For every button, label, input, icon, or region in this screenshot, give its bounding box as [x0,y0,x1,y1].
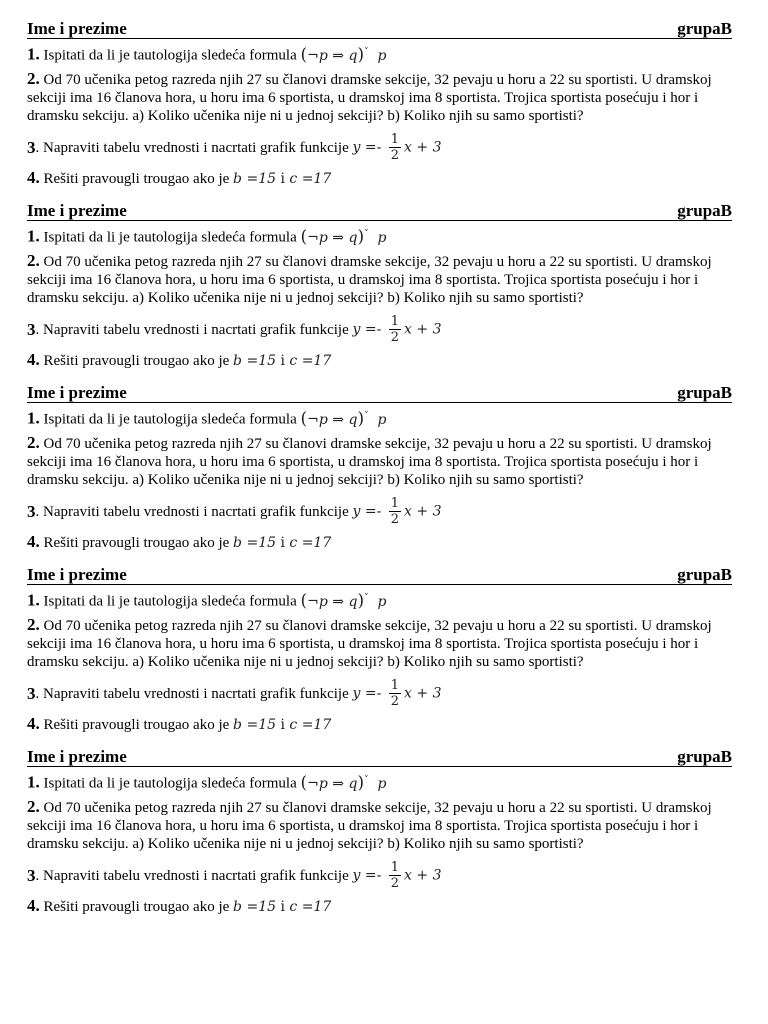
question-text: Od 70 učenika petog razreda njih 27 su članovi dramske sekcije, 32 pevaju u horu a 22 su sportisti. U dramskoj sekciji ima 16 članova hora, u horu ima 6 sportista, u dramskoj ima 8 sportista. Trojica sportista posećuju i hor i dramsku sekciju. a) Koliko učenika nije ni u jednoj sekciji? b) Koliko njih su samo sportisti? [27,799,712,852]
name-label: Ime i prezime [27,19,127,38]
question-number: 2. [27,796,40,816]
formula: y =- $\frac{1}{2}$ x + 3 [352,132,442,164]
question-number: 3 [27,501,36,521]
question-text: Rešiti pravougli trougao ako je [43,534,230,551]
question-4 [27,715,732,734]
question-text: . Napraviti tabelu vrednosti i nacrtati grafik funkcije [35,685,349,702]
question-3 [27,493,732,531]
question-4 [27,533,732,552]
question-number: 2. [27,250,40,270]
question-number: 2. [27,432,40,452]
question-number: 1. [27,44,40,64]
test-variant [27,748,732,930]
question-1 [27,771,732,793]
question-number: 4. [27,167,40,187]
question-number: 3 [27,683,36,703]
question-number: 4. [27,349,40,369]
name-label: Ime i prezime [27,565,127,584]
question-2 [27,434,732,489]
header-row [27,566,732,585]
question-number: 4. [27,713,40,733]
question-2 [27,252,732,307]
question-1 [27,407,732,429]
question-text: Od 70 učenika petog razreda njih 27 su članovi dramske sekcije, 32 pevaju u horu a 22 su sportisti. U dramskoj sekciji ima 16 članova hora, u horu ima 6 sportista, u dramskoj ima 8 sportista. Trojica sportista posećuju i hor i dramsku sekciju. a) Koliko učenika nije ni u jednoj sekciji? b) Koliko njih su samo sportisti? [27,253,712,306]
question-number: 3 [27,319,36,339]
fraction: $\frac{1}{2}$ [390,860,400,892]
name-label: Ime i prezime [27,747,127,766]
formula: y =- $\frac{1}{2}$ x + 3 [352,314,442,346]
question-text: . Napraviti tabelu vrednosti i nacrtati grafik funkcije [35,321,349,338]
question-number: 2. [27,614,40,634]
question-number: 1. [27,772,40,792]
question-text: Od 70 učenika petog razreda njih 27 su članovi dramske sekcije, 32 pevaju u horu a 22 su sportisti. U dramskoj sekciji ima 16 članova hora, u horu ima 6 sportista, u dramskoj ima 8 sportista. Trojica sportista posećuju i hor i dramsku sekciju. a) Koliko učenika nije ni u jednoj sekciji? b) Koliko njih su samo sportisti? [27,617,712,670]
question-text: Ispitati da li je tautologija sledeća formula [43,47,297,64]
header-row [27,748,732,767]
question-number: 2. [27,68,40,88]
question-number: 3 [27,137,36,157]
fraction: $\frac{1}{2}$ [390,132,400,164]
question-4 [27,897,732,916]
question-text: Rešiti pravougli trougao ako je [43,716,230,733]
question-3 [27,675,732,713]
question-1 [27,225,732,247]
test-variant [27,384,732,566]
question-number: 4. [27,531,40,551]
question-text: Ispitati da li je tautologija sledeća formula [43,229,297,246]
name-label: Ime i prezime [27,201,127,220]
formula: y =- $\frac{1}{2}$ x + 3 [352,678,442,710]
group-label: grupaB [677,19,732,38]
formula: (¬p ⇒ q)˅ p [300,590,387,611]
question-number: 3 [27,865,36,885]
fraction: $\frac{1}{2}$ [390,496,400,528]
formula: b =15 i c =17 [233,898,332,915]
question-1 [27,43,732,65]
question-text: . Napraviti tabelu vrednosti i nacrtati grafik funkcije [35,867,349,884]
question-text: Rešiti pravougli trougao ako je [43,898,230,915]
question-number: 4. [27,895,40,915]
header-row [27,20,732,39]
question-1 [27,589,732,611]
question-text: Ispitati da li je tautologija sledeća formula [43,411,297,428]
formula: b =15 i c =17 [233,170,332,187]
formula: b =15 i c =17 [233,534,332,551]
header-row [27,384,732,403]
name-label: Ime i prezime [27,383,127,402]
formula: y =- $\frac{1}{2}$ x + 3 [352,860,442,892]
group-label: grupaB [677,747,732,766]
question-text: . Napraviti tabelu vrednosti i nacrtati grafik funkcije [35,503,349,520]
header-row [27,202,732,221]
question-text: Ispitati da li je tautologija sledeća formula [43,593,297,610]
question-number: 1. [27,226,40,246]
question-2 [27,798,732,853]
group-label: grupaB [677,383,732,402]
group-label: grupaB [677,565,732,584]
test-page [27,20,732,930]
formula: (¬p ⇒ q)˅ p [300,408,387,429]
question-3 [27,129,732,167]
question-3 [27,857,732,895]
question-number: 1. [27,408,40,428]
question-4 [27,169,732,188]
question-number: 1. [27,590,40,610]
test-variant [27,202,732,384]
formula: (¬p ⇒ q)˅ p [300,226,387,247]
formula: b =15 i c =17 [233,352,332,369]
formula: (¬p ⇒ q)˅ p [300,772,387,793]
question-text: Od 70 učenika petog razreda njih 27 su članovi dramske sekcije, 32 pevaju u horu a 22 su sportisti. U dramskoj sekciji ima 16 članova hora, u horu ima 6 sportista, u dramskoj ima 8 sportista. Trojica sportista posećuju i hor i dramsku sekciju. a) Koliko učenika nije ni u jednoj sekciji? b) Koliko njih su samo sportisti? [27,71,712,124]
question-text: Rešiti pravougli trougao ako je [43,170,230,187]
question-4 [27,351,732,370]
question-text: . Napraviti tabelu vrednosti i nacrtati grafik funkcije [35,139,349,156]
question-2 [27,616,732,671]
question-2 [27,70,732,125]
fraction: $\frac{1}{2}$ [390,678,400,710]
formula: (¬p ⇒ q)˅ p [300,44,387,65]
formula: b =15 i c =17 [233,716,332,733]
test-variant [27,20,732,202]
question-text: Rešiti pravougli trougao ako je [43,352,230,369]
question-3 [27,311,732,349]
fraction: $\frac{1}{2}$ [390,314,400,346]
group-label: grupaB [677,201,732,220]
question-text: Ispitati da li je tautologija sledeća formula [43,775,297,792]
formula: y =- $\frac{1}{2}$ x + 3 [352,496,442,528]
question-text: Od 70 učenika petog razreda njih 27 su članovi dramske sekcije, 32 pevaju u horu a 22 su sportisti. U dramskoj sekciji ima 16 članova hora, u horu ima 6 sportista, u dramskoj ima 8 sportista. Trojica sportista posećuju i hor i dramsku sekciju. a) Koliko učenika nije ni u jednoj sekciji? b) Koliko njih su samo sportisti? [27,435,712,488]
test-variant [27,566,732,748]
